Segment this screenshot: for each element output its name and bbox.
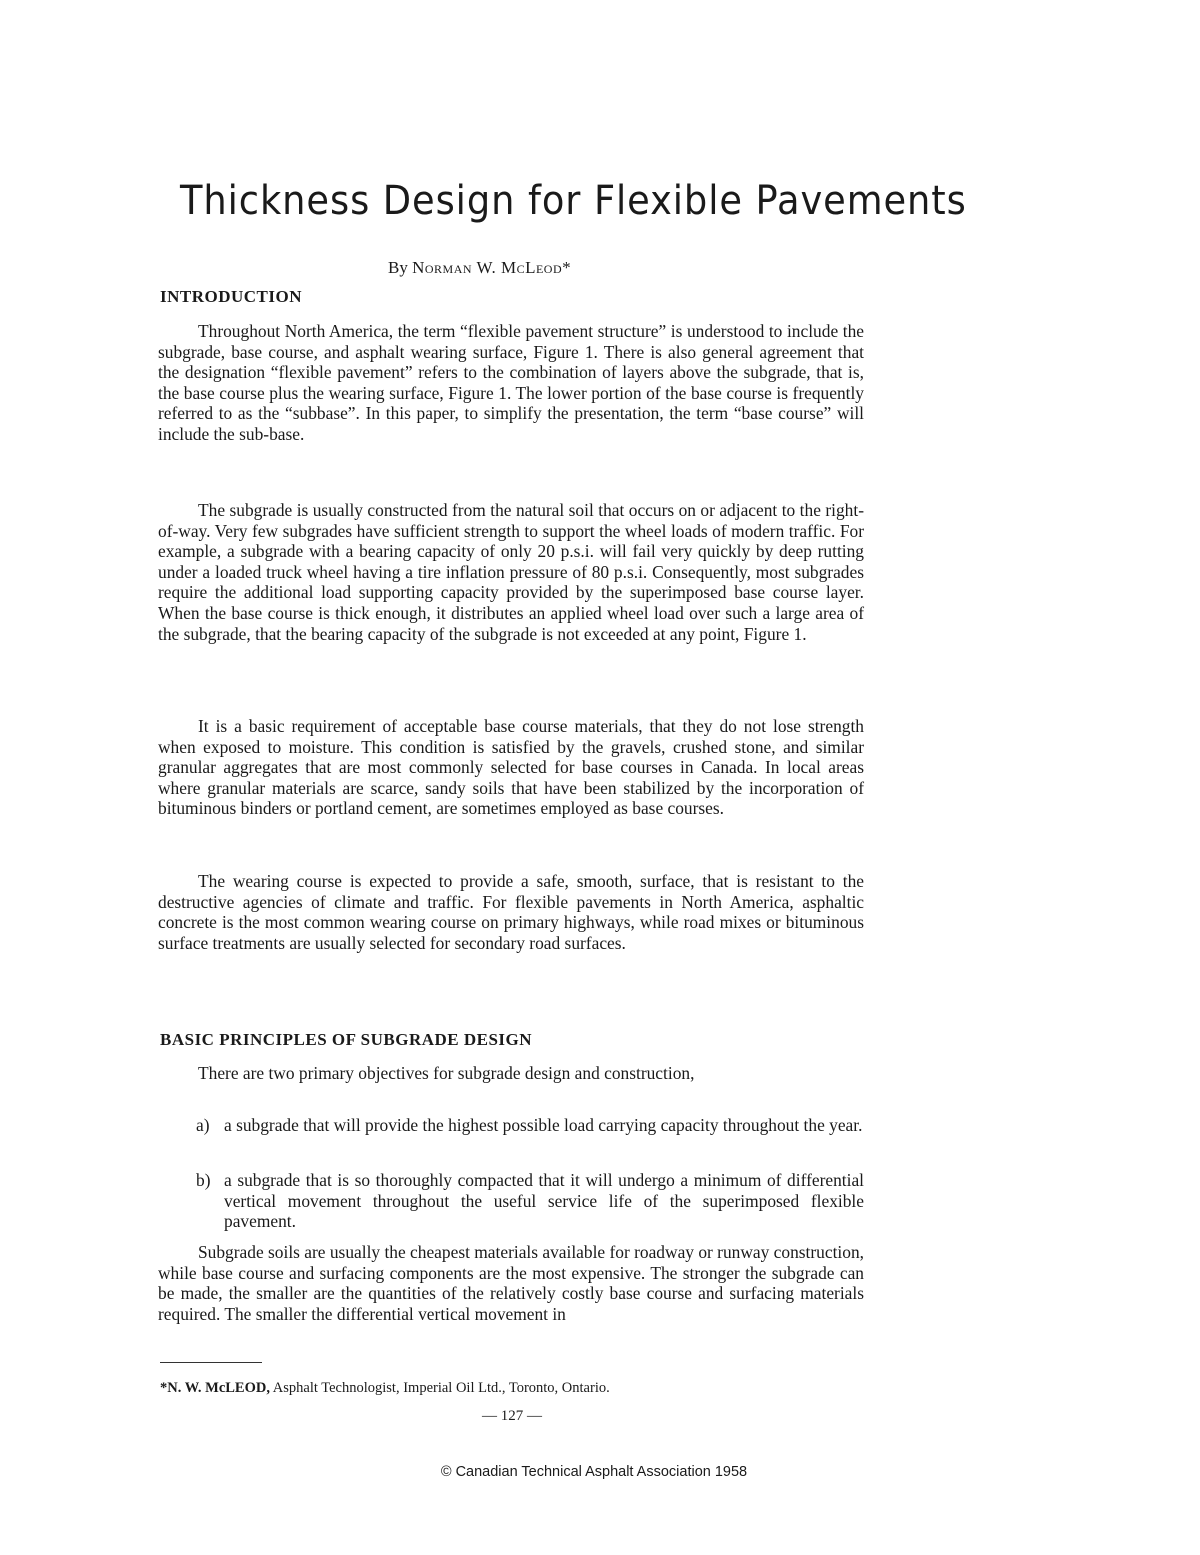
list-item-b xyxy=(196,1170,864,1232)
section-heading-basic-principles: BASIC PRINCIPLES OF SUBGRADE DESIGN xyxy=(160,1030,533,1049)
paragraph-intro-3: It is a basic requirement of acceptable base course materials, that they do not lose strength when exposed to moisture. This condition is satisfied by the gravels, crushed stone, and similar granular aggregates that are most commonly selected for base courses in Canada. In local areas where granular materials are scarce, sandy soils that have been stabilized by the incorporation of bituminous binders or portland cement, are sometimes employed as base courses. xyxy=(158,716,864,819)
section-heading-introduction: INTRODUCTION xyxy=(160,287,303,306)
copyright-notice: © Canadian Technical Asphalt Association 1958 xyxy=(440,1464,748,1480)
footnote-affiliation: Asphalt Technologist, Imperial Oil Ltd., Toronto, Ontario. xyxy=(272,1380,610,1396)
list-item-text: a subgrade that is so thoroughly compacted that it will undergo a minimum of differential vertical movement throughout the useful service life of the superimposed flexible pavement. xyxy=(224,1170,864,1232)
author-name: Norman W. McLeod* xyxy=(412,258,572,277)
paragraph-basic-intro: There are two primary objectives for subgrade design and construction, xyxy=(198,1063,695,1083)
paragraph-intro-1: Throughout North America, the term “flexible pavement structure” is understood to include the subgrade, base course, and asphalt wearing surface, Figure 1. There is also general agreement that the designation “flexible pavement” refers to the combination of layers above the subgrade, that is, the base course plus the wearing surface, Figure 1. The lower portion of the base course is frequently referred to as the “subbase”. In this paper, to simplify the presentation, the term “base course” will include the sub-base. xyxy=(158,321,864,444)
paragraph-intro-2: The subgrade is usually constructed from the natural soil that occurs on or adjacent to the right-of-way. Very few subgrades have sufficient strength to support the wheel loads of modern traffic. For example, a subgrade with a bearing capacity of only 20 p.s.i. will fail very quickly by deep rutting under a loaded truck wheel having a tire inflation pressure of 80 p.s.i. Consequently, most subgrades require the additional load supporting capacity provided by the superimposed base course layer. When the base course is thick enough, it distributes an applied wheel load over such a large area of the subgrade, that the bearing capacity of the subgrade is not exceeded at any point, Figure 1. xyxy=(158,500,864,644)
list-item-a xyxy=(196,1115,864,1136)
list-marker: a) xyxy=(196,1115,210,1135)
footnote-author: *N. W. McLEOD, xyxy=(160,1380,270,1396)
paragraph-basic-closing: Subgrade soils are usually the cheapest materials available for roadway or runway construction, while base course and surfacing components are the most expensive. The stronger the subgrade can be made, the smaller are the quantities of the relatively costly base course and surfacing materials required. The smaller the differential vertical movement in xyxy=(158,1242,864,1324)
byline xyxy=(388,258,571,278)
footnote-divider xyxy=(160,1362,262,1363)
paragraph-intro-4: The wearing course is expected to provide a safe, smooth, surface, that is resistant to the destructive agencies of climate and traffic. For flexible pavements in North America, asphaltic concrete is the most common wearing course on primary highways, while road mixes or bituminous surface treatments are usually selected for secondary road surfaces. xyxy=(158,871,864,953)
footnote xyxy=(160,1380,610,1397)
paper-title: Thickness Design for Flexible Pavements xyxy=(180,178,967,224)
list-marker: b) xyxy=(196,1170,211,1190)
page-number: — 127 — xyxy=(482,1408,542,1424)
list-item-text: a subgrade that will provide the highest possible load carrying capacity throughout the year. xyxy=(224,1115,863,1135)
byline-by: By xyxy=(388,258,408,277)
